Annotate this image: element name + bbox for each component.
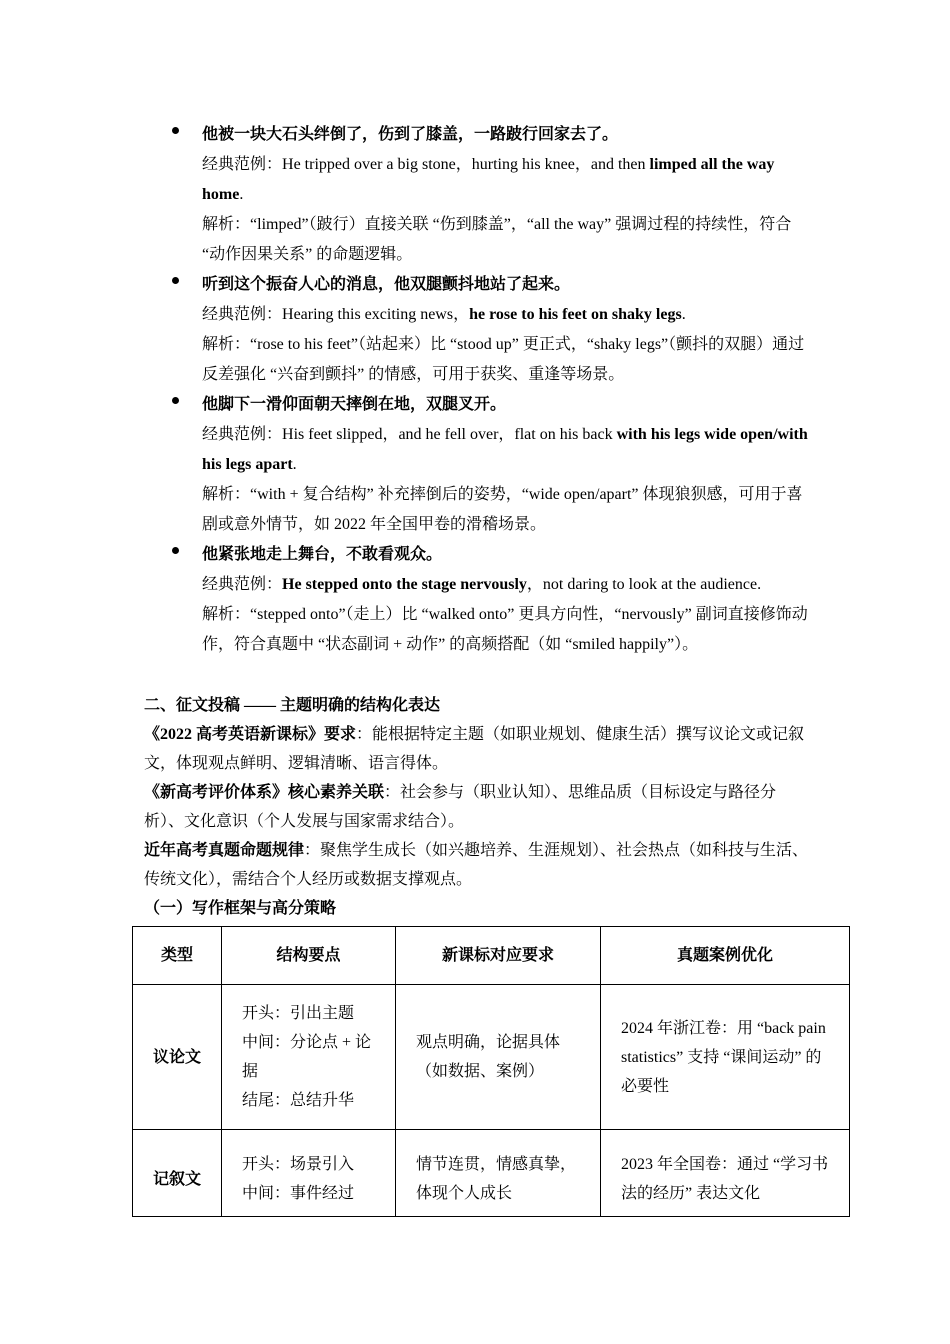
example-sentence: 经典范例：Hearing this exciting news，he rose to his feet on shaky legs. xyxy=(202,306,686,323)
framework-table xyxy=(132,926,850,1217)
essay-section xyxy=(144,691,814,923)
bullet-icon xyxy=(172,127,179,134)
section-title: 二、征文投稿 —— 主题明确的结构化表达 xyxy=(144,697,441,714)
structure-points: 开头：场景引入 中间：事件经过 xyxy=(242,1156,355,1202)
example-analysis: 解析：“with + 复合结构” 补充摔倒后的姿势，“wide open/apart” 体现狼狈感，可用于喜剧或意外情节，如 2022 年全国甲卷的滑稽场景。 xyxy=(202,486,803,533)
evaluation-paragraph: 《新高考评价体系》核心素养关联：社会参与（职业认知）、思维品质（目标设定与路径分析）、文化意识（个人发展与国家需求结合）。 xyxy=(144,784,777,830)
example-list xyxy=(0,120,950,660)
example-item xyxy=(202,390,810,540)
example-analysis: 解析：“stepped onto”（走上）比 “walked onto” 更具方向性，“nervously” 副词直接修饰动作，符合真题中 “状态副词 + 动作” 的高频搭配（如 “smiled happily”）。 xyxy=(202,606,808,653)
example-item xyxy=(202,270,810,390)
header-case: 真题案例优化 xyxy=(601,927,850,985)
table-header-row xyxy=(133,927,850,985)
example-sentence: 经典范例：He stepped onto the stage nervously，not daring to look at the audience. xyxy=(202,576,762,593)
header-requirement: 新课标对应要求 xyxy=(396,927,601,985)
structure-points: 开头：引出主题 中间：分论点 + 论据 结尾：总结升华 xyxy=(242,1005,372,1109)
row-case: 2024 年浙江卷：用 “back pain statistics” 支持 “课间运动” 的必要性 xyxy=(621,1019,826,1095)
example-heading: 听到这个振奋人心的消息，他双腿颤抖地站了起来。 xyxy=(202,276,571,293)
header-type: 类型 xyxy=(133,927,222,985)
example-heading: 他脚下一滑仰面朝天摔倒在地，双腿叉开。 xyxy=(202,396,507,413)
header-structure: 结构要点 xyxy=(222,927,396,985)
bullet-icon xyxy=(172,397,179,404)
example-heading: 他被一块大石头绊倒了，伤到了膝盖，一路跛行回家去了。 xyxy=(202,126,619,143)
table-row xyxy=(133,1130,850,1217)
example-analysis: 解析：“rose to his feet”（站起来）比 “stood up” 更正式，“shaky legs”（颤抖的双腿）通过反差强化 “兴奋到颤抖” 的情感，可用于获奖、重逢等场景。 xyxy=(202,336,805,383)
row-case: 2023 年全国卷：通过 “学习书法的经历” 表达文化 xyxy=(621,1156,829,1202)
bullet-icon xyxy=(172,277,179,284)
table-row xyxy=(133,985,850,1130)
subsection-title: （一）写作框架与高分策略 xyxy=(144,900,337,917)
example-analysis: 解析：“limped”（跛行）直接关联 “伤到膝盖”，“all the way” 强调过程的持续性，符合 “动作因果关系” 的命题逻辑。 xyxy=(202,216,792,263)
bullet-icon xyxy=(172,547,179,554)
row-requirement: 情节连贯，情感真挚，体现个人成长 xyxy=(416,1156,577,1202)
row-type: 记叙文 xyxy=(153,1170,202,1188)
example-heading: 他紧张地走上舞台，不敢看观众。 xyxy=(202,546,443,563)
pattern-paragraph: 近年高考真题命题规律：聚焦学生成长（如兴趣培养、生涯规划）、社会热点（如科技与生活、传统文化），需结合个人经历或数据支撑观点。 xyxy=(144,842,809,888)
example-item xyxy=(202,540,810,660)
example-sentence: 经典范例：His feet slipped，and he fell over，flat on his back with his legs wide open/with his legs apart. xyxy=(202,426,808,473)
row-type: 议论文 xyxy=(153,1048,202,1066)
example-sentence: 经典范例：He tripped over a big stone，hurting his knee，and then limped all the way home. xyxy=(202,156,775,203)
example-item xyxy=(202,120,810,270)
curriculum-paragraph: 《2022 高考英语新课标》要求：能根据特定主题（如职业规划、健康生活）撰写议论文或记叙文，体现观点鲜明、逻辑清晰、语言得体。 xyxy=(144,726,805,772)
row-requirement: 观点明确，论据具体（如数据、案例） xyxy=(416,1034,561,1080)
